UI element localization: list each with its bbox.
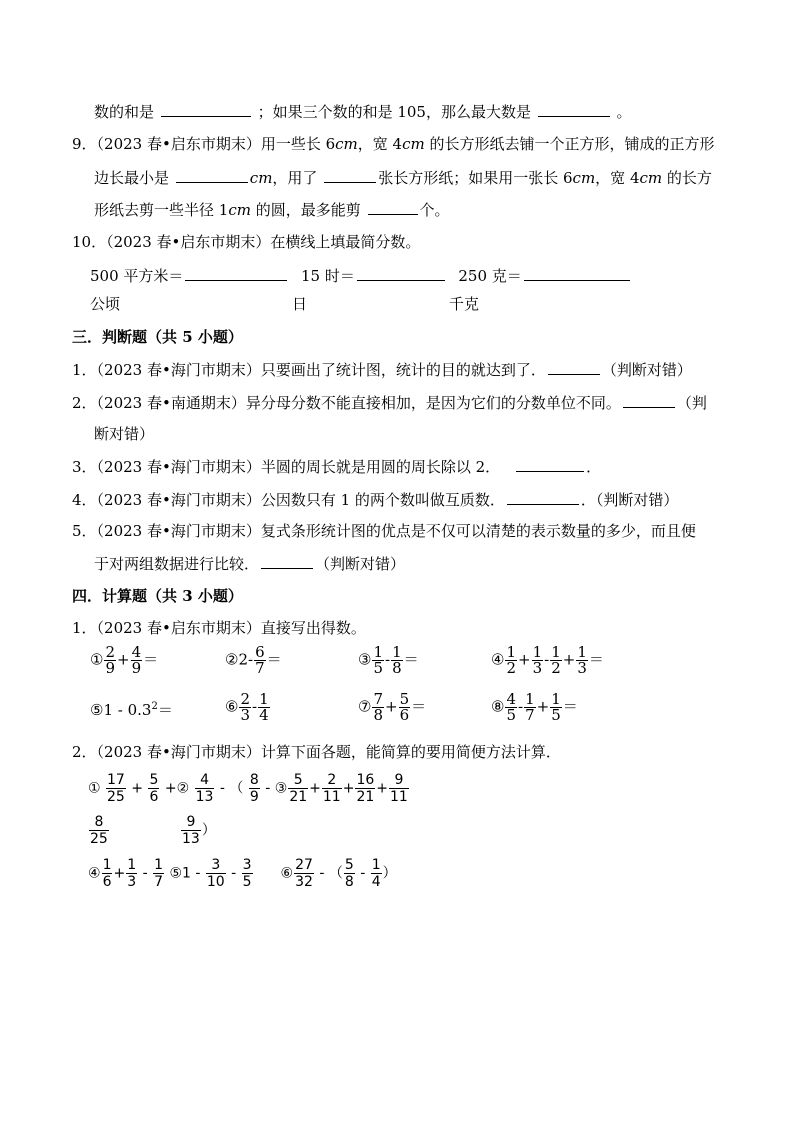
math-token: 16 — [356, 772, 375, 788]
s3-item-3 — [72, 456, 601, 477]
math-token: ，宽 4 — [595, 169, 640, 187]
fraction — [126, 857, 137, 890]
math-token: ⑤ — [90, 701, 104, 719]
math-token: ④ — [491, 650, 505, 669]
s3-item-4 — [72, 489, 678, 510]
math-token: 500 平方米＝ — [90, 267, 184, 285]
q9-line-3 — [94, 199, 450, 220]
q10-row — [90, 265, 632, 286]
fraction — [206, 857, 226, 890]
q10-blank-b[interactable] — [357, 265, 445, 281]
math-token: 6 — [399, 706, 410, 724]
math-token: ⑥ — [280, 865, 294, 882]
s4-q1-title: 1．（2023 春•启东市期末）直接写出得数。 — [72, 619, 366, 637]
math-token: 8 — [344, 874, 354, 890]
fraction — [399, 692, 411, 723]
math-token: ＝ — [411, 697, 427, 716]
fraction — [106, 772, 126, 805]
math-token: 13 — [195, 789, 214, 805]
fraction — [242, 857, 253, 890]
math-token: 1 — [392, 643, 402, 661]
calc-7 — [358, 692, 426, 723]
fraction — [254, 645, 266, 676]
q10-blank-a[interactable] — [185, 265, 287, 281]
math-token: 4．（2023 春•海门市期末）公因数只有 1 的两个数叫做互质数． — [72, 491, 505, 509]
math-token: 2 — [105, 643, 115, 661]
calc-5 — [90, 692, 173, 725]
math-token: 7 — [154, 874, 164, 890]
fraction — [181, 814, 201, 847]
math-token: 15 时＝ — [300, 267, 355, 285]
math-token: 4 — [259, 706, 269, 724]
math-token: - — [355, 865, 370, 882]
s3-blank-4[interactable] — [507, 489, 579, 505]
math-token: 9 — [181, 814, 201, 831]
q10-unit-c: 千克 — [449, 295, 480, 313]
math-token: cm — [572, 169, 596, 187]
math-token: + — [113, 865, 126, 882]
math-token: 32 — [295, 874, 313, 890]
fraction — [550, 692, 562, 723]
q8-blank-2[interactable] — [538, 101, 610, 117]
math-token: 2 — [238, 650, 248, 669]
math-token: 2 — [506, 659, 516, 677]
math-token: 11 — [322, 789, 341, 805]
math-token: 3 — [206, 857, 226, 874]
math-token: 的圆，最多能剪 — [250, 201, 361, 219]
math-token: 1 — [259, 690, 269, 708]
math-token: 2 — [240, 690, 250, 708]
math-token: 5 — [149, 772, 159, 788]
math-token: - — [226, 865, 241, 882]
math-token: cm — [228, 201, 251, 219]
math-token: cm — [335, 135, 358, 153]
math-token: 8 — [373, 706, 383, 724]
math-token: - — [314, 865, 329, 882]
s3-blank-3[interactable] — [516, 456, 584, 472]
math-token: ⑦ — [358, 697, 372, 716]
math-token: 250 克＝ — [458, 267, 522, 285]
math-token: cm — [249, 169, 273, 187]
math-token: ，宽 4 — [357, 135, 403, 153]
math-token: 1 - 0.3 — [103, 701, 152, 719]
math-token: 2 — [551, 659, 561, 677]
math-token: ，用了 — [272, 169, 318, 187]
math-token: cm — [402, 135, 425, 153]
s4-q2-title: 2．（2023 春•海门市期末）计算下面各题，能简算的要用简便方法计算． — [72, 743, 561, 761]
math-token: 5 — [242, 874, 252, 890]
q9-line-1 — [72, 134, 715, 154]
math-token: 1 — [102, 857, 112, 873]
math-token: ⑥ — [225, 697, 239, 716]
math-token: + — [518, 650, 531, 669]
math-token: ③ — [274, 780, 288, 797]
fraction — [104, 645, 116, 676]
math-token: ；如果三个数的和是 105，那么最大数是 — [257, 103, 531, 121]
math-token: 9 — [249, 789, 259, 805]
math-token: 张长方形纸；如果用一张长 6 — [378, 169, 573, 187]
math-token: 5 — [399, 690, 410, 708]
math-token: + — [131, 780, 144, 797]
math-token: cm — [639, 169, 663, 187]
math-token: - — [265, 780, 275, 797]
math-token: 1 — [371, 857, 381, 873]
fraction — [532, 645, 544, 676]
math-token: 3．（2023 春•海门市期末）半圆的周长就是用圆的周长除以 2． — [72, 458, 501, 476]
q9-blank-count[interactable] — [324, 167, 376, 183]
math-token: 3 — [577, 659, 587, 677]
q9-blank-circles[interactable] — [368, 199, 418, 215]
math-token: ③ — [358, 650, 372, 669]
math-token: + — [309, 780, 321, 797]
math-token: 8 — [249, 772, 259, 788]
math-token: 25 — [90, 831, 108, 847]
q10-title: 10．（2023 春•启东市期末）在横线上填最简分数。 — [72, 233, 421, 251]
math-token: （判断对错） — [315, 555, 406, 573]
math-token: （ — [328, 865, 343, 882]
fraction — [249, 772, 260, 805]
fraction — [131, 645, 143, 676]
fraction — [288, 772, 308, 805]
calc2-row-2 — [88, 857, 397, 890]
math-token: - — [252, 697, 258, 716]
math-token: ④ — [88, 865, 101, 882]
math-token: 1 — [127, 857, 137, 873]
math-token: 3 — [242, 857, 252, 873]
math-token: 3 — [532, 659, 543, 677]
math-token: - — [385, 650, 391, 669]
q10-unit-a: 公顷 — [90, 295, 121, 313]
math-token: ． — [586, 458, 602, 476]
math-token: 6 — [255, 643, 265, 661]
math-token: 3 — [240, 706, 250, 724]
math-token: 1 — [154, 857, 164, 873]
section-4-title: 四．计算题（共 3 小题） — [72, 587, 243, 605]
calc-3 — [358, 645, 419, 676]
math-token: ① — [88, 780, 101, 797]
q10-blank-c[interactable] — [524, 265, 630, 281]
math-token: 13 — [182, 831, 200, 847]
fraction — [344, 857, 355, 890]
math-token: ＝ — [588, 650, 604, 669]
calc-6 — [225, 692, 271, 723]
math-token: 8 — [392, 659, 402, 677]
math-token: ⑧ — [491, 697, 505, 716]
math-token: 9 — [131, 659, 142, 677]
math-token: 2 — [151, 701, 158, 712]
calc2-row-1-cont-2 — [180, 814, 216, 847]
s3-blank-5[interactable] — [261, 553, 313, 569]
math-token: ） — [382, 865, 397, 882]
math-token: 1．（2023 春•海门市期末）只要画出了统计图，统计的目的就达到了． — [72, 361, 546, 379]
fraction — [524, 692, 536, 723]
calc-8 — [491, 692, 578, 723]
calc2-row-1 — [88, 772, 410, 805]
math-token: + — [385, 697, 398, 716]
math-token: 的长方 — [662, 169, 712, 187]
math-token: + — [536, 697, 550, 716]
math-token: 10 — [206, 874, 225, 890]
fraction — [505, 692, 517, 723]
math-token: 6 — [102, 874, 112, 890]
calc-4 — [491, 645, 604, 676]
math-token: 。 — [616, 103, 632, 121]
math-token: （判断对错） — [601, 361, 692, 379]
math-token: ＝ — [266, 650, 282, 669]
q8-continuation — [94, 101, 632, 122]
fraction — [258, 692, 270, 723]
calc2-row-1-cont — [88, 814, 110, 847]
s3-blank-1[interactable] — [548, 359, 600, 375]
math-token: 边长最小是 — [94, 169, 170, 187]
math-token: 21 — [289, 789, 308, 805]
math-token: 8 — [89, 814, 109, 831]
math-token: - — [518, 697, 524, 716]
math-token: 5 — [506, 706, 516, 724]
fraction — [102, 857, 113, 890]
calc-1 — [90, 645, 158, 676]
s3-item-2-cont: 断对错） — [94, 425, 155, 443]
math-token: + — [342, 780, 355, 797]
math-token: 数的和是 — [94, 103, 155, 121]
math-token: 1 — [577, 643, 587, 661]
math-token: ⑤ — [169, 865, 183, 882]
math-token: 1 — [532, 643, 543, 661]
math-token: 4 — [195, 772, 215, 789]
math-token: 9 — [389, 772, 409, 789]
math-token: 1 — [506, 643, 516, 661]
math-token: 4 — [506, 690, 516, 708]
math-token: 形纸去剪一些半径 1 — [94, 201, 229, 219]
math-token: 5 — [344, 857, 354, 873]
math-token: 7 — [255, 659, 265, 677]
math-token: 4 — [131, 643, 142, 661]
math-token: - — [544, 650, 550, 669]
math-token: - — [219, 780, 230, 797]
s3-item-5: 5．（2023 春•海门市期末）复式条形统计图的优点是不仅可以清楚的表示数量的多少，而且便 — [72, 522, 696, 540]
fraction — [389, 772, 409, 805]
math-token: 个。 — [419, 201, 450, 219]
fraction — [371, 857, 382, 890]
fraction — [355, 772, 375, 805]
math-token: 27 — [295, 857, 313, 873]
math-token: 4 — [371, 874, 381, 890]
math-token: 7 — [373, 690, 383, 708]
math-token: 1 — [551, 690, 561, 708]
math-token: 9 — [105, 659, 115, 677]
math-token: ＝ — [157, 701, 173, 719]
math-token: ＝ — [403, 650, 419, 669]
math-token: 17 — [107, 772, 125, 788]
s3-blank-2[interactable] — [623, 392, 675, 408]
math-token: 11 — [390, 789, 408, 805]
fraction — [239, 692, 251, 723]
fraction — [391, 645, 403, 676]
math-token: 1 — [373, 643, 383, 661]
math-token: + — [562, 650, 576, 669]
math-token: + — [376, 780, 388, 797]
math-token: ② — [176, 780, 190, 797]
math-token: ．（判断对错） — [580, 491, 679, 509]
math-token: 25 — [107, 789, 125, 805]
math-token: ） — [201, 822, 216, 839]
math-token: ＝ — [143, 650, 159, 669]
math-token: （判 — [676, 394, 707, 412]
s3-item-1 — [72, 359, 692, 380]
math-token: - — [248, 650, 254, 669]
q10-unit-b: 日 — [292, 295, 308, 313]
s3-item-2 — [72, 392, 707, 413]
math-token: 2 — [322, 772, 342, 789]
math-token: 1 — [551, 643, 561, 661]
math-token: 3 — [127, 874, 137, 890]
math-token: - — [138, 865, 153, 882]
math-token: ① — [90, 650, 104, 669]
calc-2 — [225, 645, 282, 676]
math-token: 于对两组数据进行比较． — [94, 555, 260, 573]
fraction — [89, 814, 109, 847]
math-token: 6 — [149, 789, 159, 805]
math-token: + — [164, 780, 177, 797]
fraction — [505, 645, 517, 676]
fraction — [372, 645, 384, 676]
fraction — [195, 772, 215, 805]
s3-item-5-cont — [94, 553, 405, 574]
math-token: 2．（2023 春•南通期末）异分母分数不能直接相加，是因为它们的分数单位不同。 — [72, 394, 621, 412]
section-3-title: 三．判断题（共 5 小题） — [72, 328, 243, 346]
math-token: 1 — [525, 690, 535, 708]
math-token: 5 — [373, 659, 383, 677]
math-token: 1 - — [182, 865, 205, 882]
math-token: 5 — [551, 706, 561, 724]
q8-blank-1[interactable] — [161, 101, 251, 117]
q9-line-2 — [94, 167, 712, 188]
q9-blank-side[interactable] — [176, 167, 248, 183]
math-token: + — [117, 650, 130, 669]
fraction — [153, 857, 164, 890]
math-token: 9．（2023 春•启东市期末）用一些长 6 — [72, 135, 336, 153]
fraction — [322, 772, 342, 805]
math-token: （ — [229, 780, 244, 797]
fraction — [372, 692, 384, 723]
fraction — [576, 645, 588, 676]
math-token: ② — [225, 650, 239, 669]
fraction — [294, 857, 314, 890]
math-token: ＝ — [562, 697, 578, 716]
math-token: 21 — [356, 789, 375, 805]
fraction — [550, 645, 562, 676]
math-token: 7 — [525, 706, 535, 724]
math-token: 的长方形纸去铺一个正方形，铺成的正方形 — [424, 135, 715, 153]
math-token: 5 — [288, 772, 308, 789]
fraction — [148, 772, 159, 805]
